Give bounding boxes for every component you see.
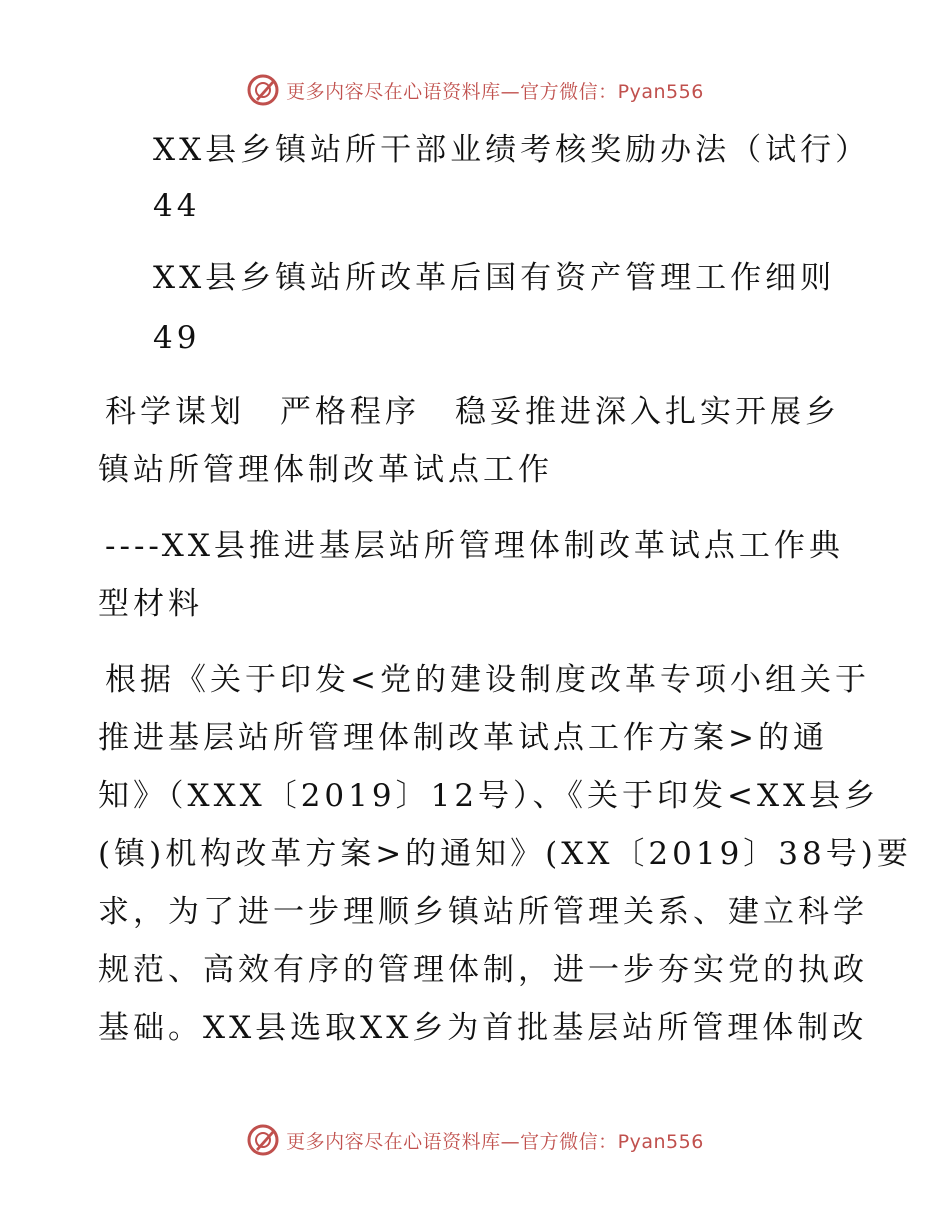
footer-banner xyxy=(0,1120,950,1160)
body-line-3: 知》（XXX〔2019〕12号）、《关于印发<XX县乡 xyxy=(98,778,880,814)
body-line-5: 求，为了进一步理顺乡镇站所管理关系、建立科学 xyxy=(98,894,868,930)
article-subtitle-line-1: ----XX县推进基层站所管理体制改革试点工作典 xyxy=(105,528,844,564)
footer-banner-text: 更多内容尽在心语资料库—官方微信：Pyan556 xyxy=(286,1130,704,1153)
toc-entry-2-page: 49 xyxy=(153,320,201,356)
toc-entry-1-title: XX县乡镇站所干部业绩考核奖励办法（试行） xyxy=(153,132,871,168)
article-subtitle-line-2: 型材料 xyxy=(98,586,203,622)
header-banner xyxy=(0,70,950,110)
body-line-2: 推进基层站所管理体制改革试点工作方案>的通 xyxy=(98,720,828,756)
article-title-line-2: 镇站所管理体制改革试点工作 xyxy=(98,452,553,488)
article-title-line-1: 科学谋划 严格程序 稳妥推进深入扎实开展乡 xyxy=(105,394,840,430)
body-line-6: 规范、高效有序的管理体制，进一步夯实党的执政 xyxy=(98,952,868,988)
toc-entry-2-title: XX县乡镇站所改革后国有资产管理工作细则 xyxy=(153,260,836,296)
body-line-1: 根据《关于印发<党的建设制度改革专项小组关于 xyxy=(105,662,870,698)
body-line-7: 基础。XX县选取XX乡为首批基层站所管理体制改 xyxy=(98,1010,868,1046)
header-banner-text: 更多内容尽在心语资料库—官方微信：Pyan556 xyxy=(286,80,704,103)
toc-entry-1-page: 44 xyxy=(153,188,201,224)
body-line-4: (镇)机构改革方案>的通知》(XX〔2019〕38号)要 xyxy=(98,836,912,872)
logo-icon xyxy=(246,1123,280,1157)
logo-icon xyxy=(246,73,280,107)
